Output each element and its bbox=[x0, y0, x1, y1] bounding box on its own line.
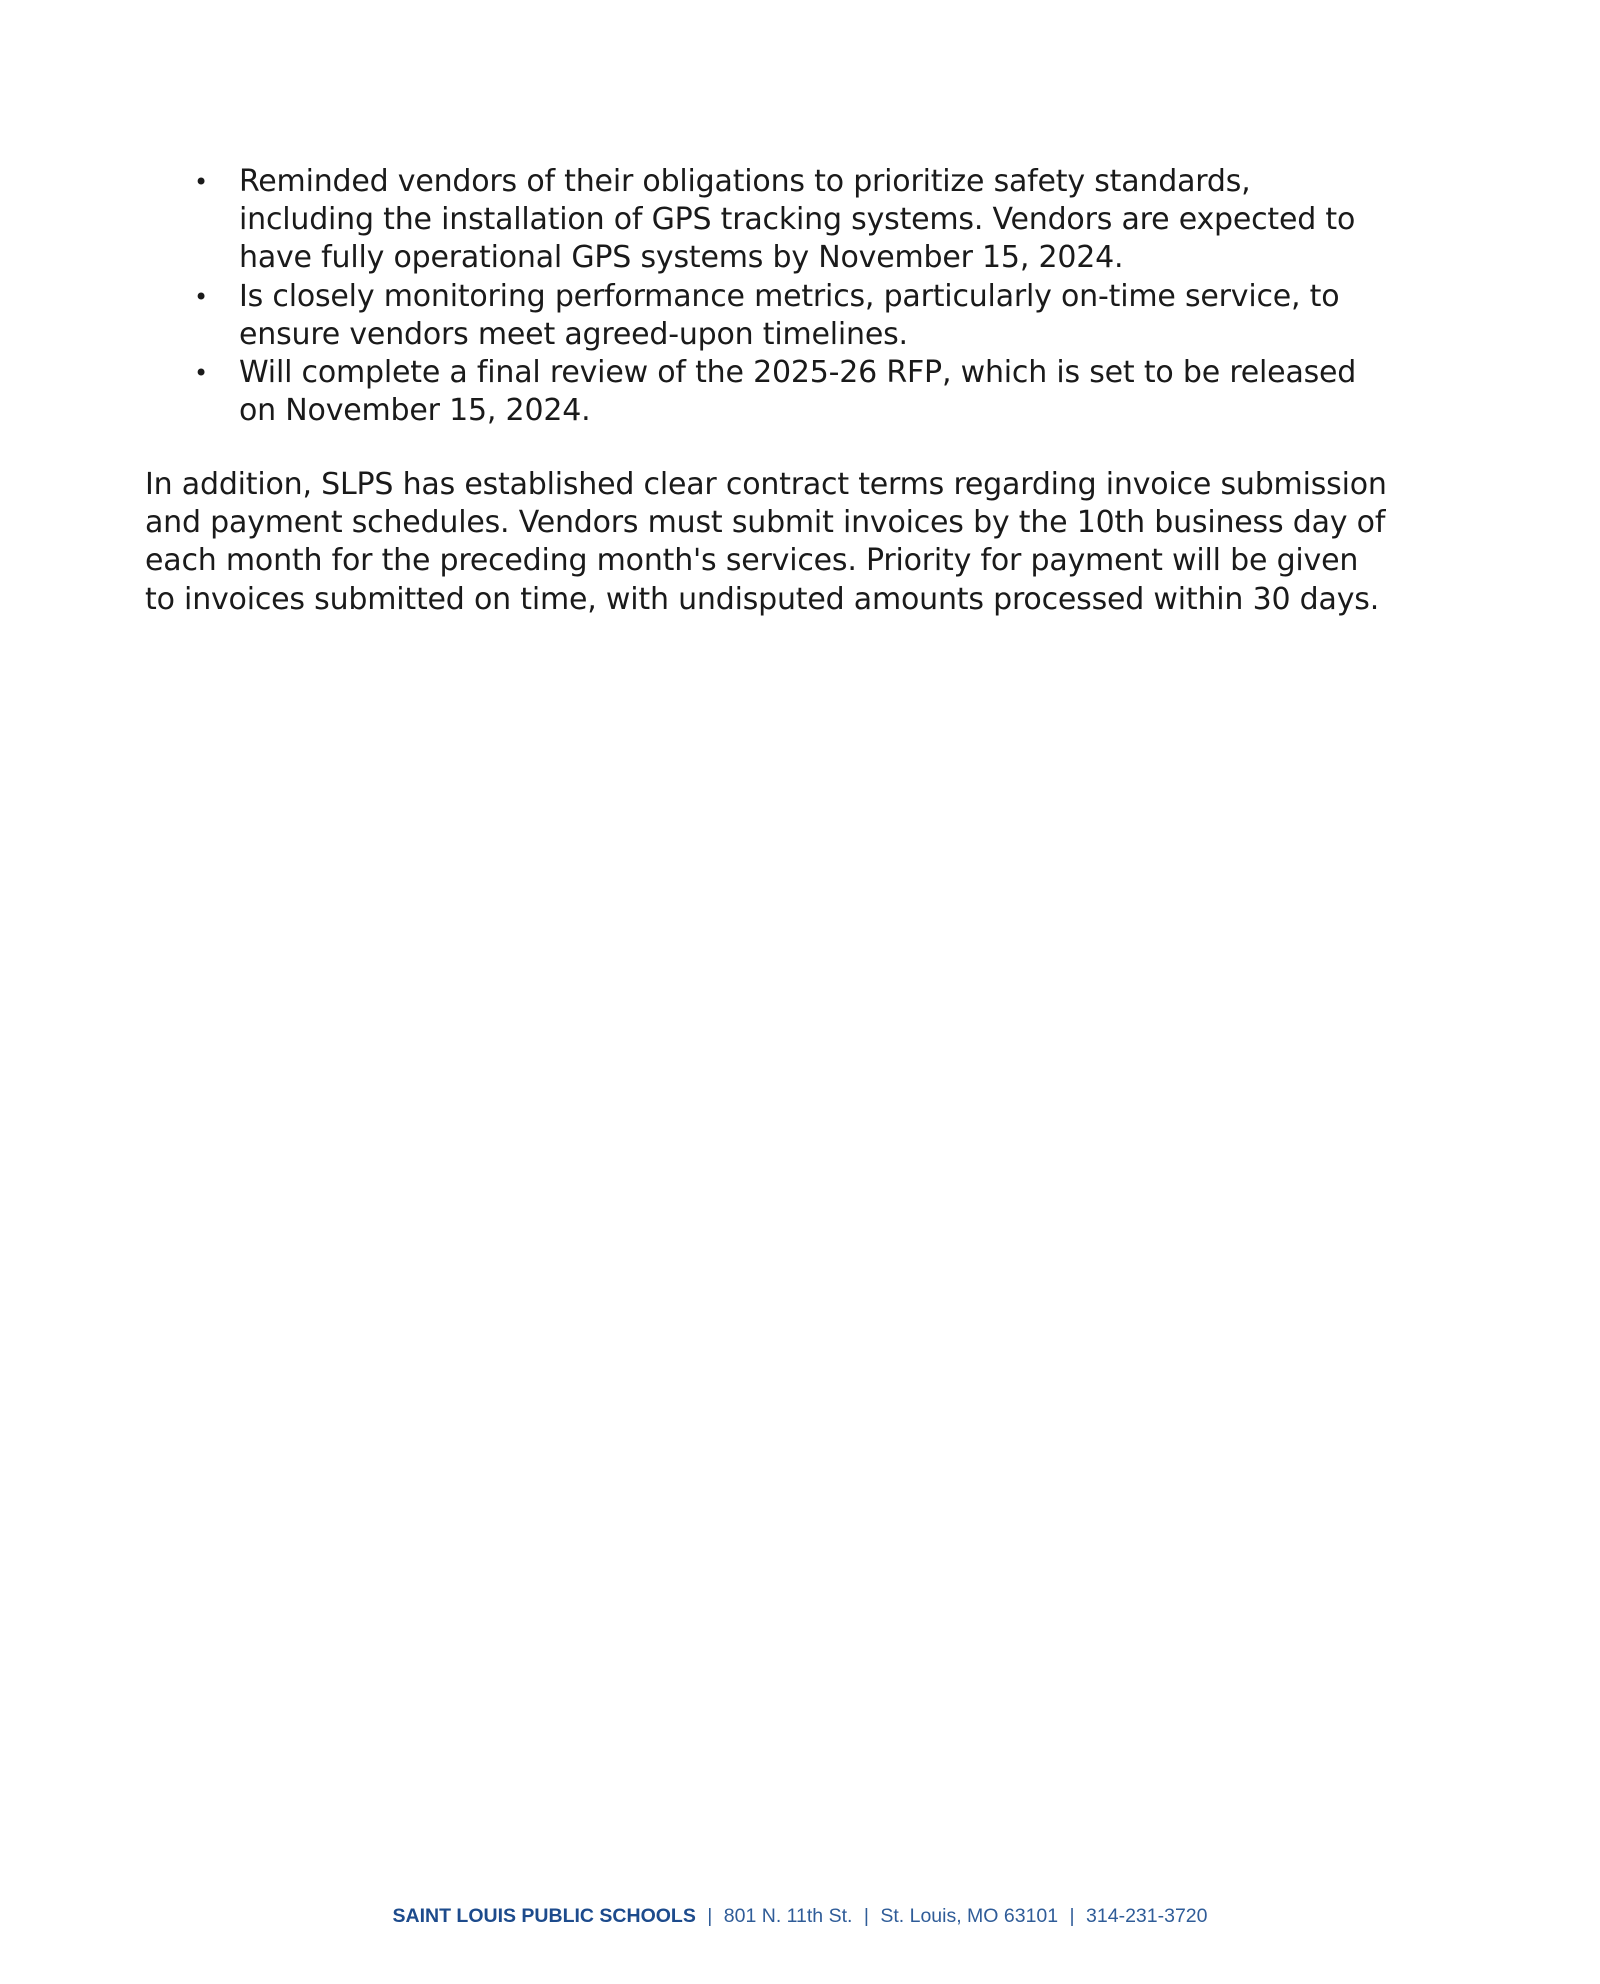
footer-phone: 314-231-3720 bbox=[1086, 1905, 1208, 1927]
bullet-list bbox=[145, 163, 1375, 430]
bullet-item bbox=[145, 163, 1375, 278]
footer-separator: | bbox=[707, 1905, 713, 1927]
bullet-icon: • bbox=[194, 282, 208, 311]
footer-separator: | bbox=[1069, 1905, 1075, 1927]
bullet-text: Is closely monitoring performance metrics, particularly on-time service, to ensure vendors meet agreed-upon timelines. bbox=[239, 278, 1340, 352]
bullet-text: Reminded vendors of their obligations to prioritize safety standards, including the installation of GPS tracking systems. Vendors are expected to have fully operational GPS systems by November 15, 2024. bbox=[239, 164, 1356, 276]
bullet-item bbox=[145, 278, 1375, 354]
bullet-icon: • bbox=[194, 168, 208, 196]
bullet-text: Will complete a final review of the 2025-26 RFP, which is set to be released on November 15, 2024. bbox=[239, 355, 1357, 429]
bullet-icon: • bbox=[194, 359, 208, 388]
footer-city: St. Louis, MO 63101 bbox=[880, 1905, 1059, 1927]
footer-organization: SAINT LOUIS PUBLIC SCHOOLS bbox=[392, 1905, 696, 1927]
bullet-item bbox=[145, 354, 1375, 430]
footer-address: 801 N. 11th St. bbox=[723, 1905, 853, 1927]
footer-separator: | bbox=[863, 1905, 869, 1927]
page-footer bbox=[0, 1905, 1600, 1928]
body-paragraph: In addition, SLPS has established clear contract terms regarding invoice submission and payment schedules. Vendors must submit invoices by the 10th business day of each month for the preceding month's services. Priority for payment will be given to invoices submitted on time, with undisputed amounts processed within 30 days. bbox=[145, 467, 1387, 617]
